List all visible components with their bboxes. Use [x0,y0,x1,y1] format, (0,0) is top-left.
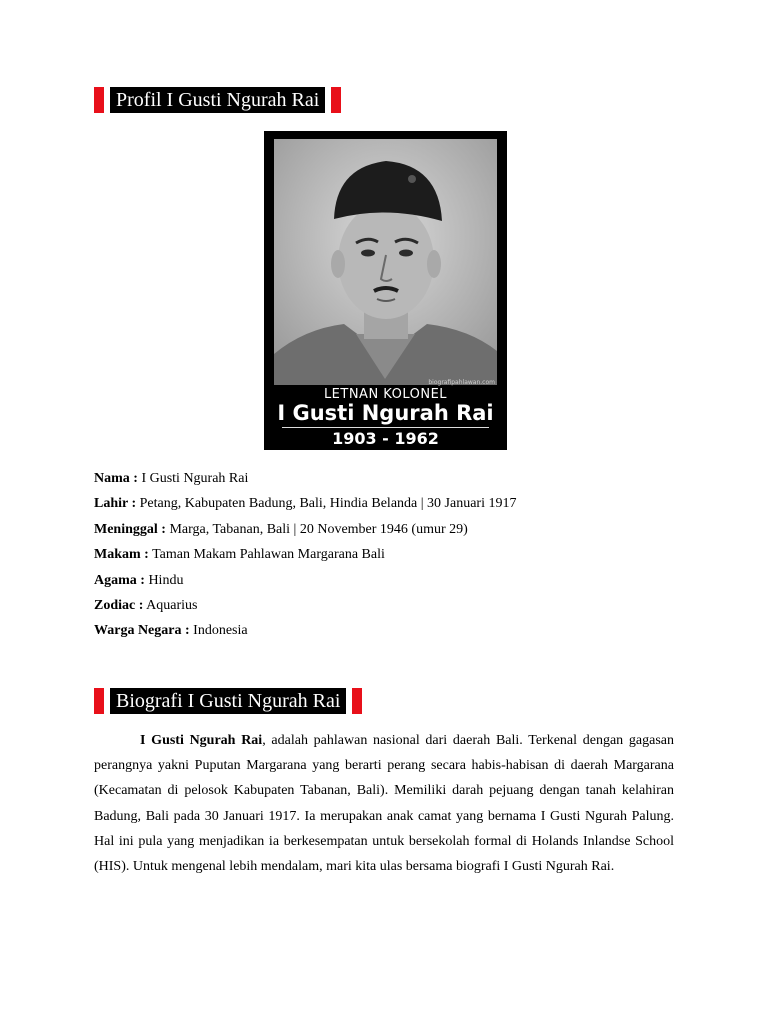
profile-row-zodiac [94,593,694,618]
profile-label: Nama : [94,471,138,486]
profile-value: Indonesia [193,623,248,639]
biography-lead-name: I Gusti Ngurah Rai [140,733,263,748]
profile-value: Marga, Tabanan, Bali | 20 November 1946 (umur 29) [169,521,468,537]
portrait-divider [282,427,489,428]
heading-accent-bar-left [94,87,104,113]
profile-label: Warga Negara : [94,623,190,639]
profile-heading-title: Profil I Gusti Ngurah Rai [110,87,325,113]
profile-value: Aquarius [146,598,198,614]
profile-row-meninggal [94,517,694,542]
profile-value: Hindu [148,572,184,588]
profile-label: Meninggal : [94,521,166,537]
profile-value: Taman Makam Pahlawan Margarana Bali [152,547,385,563]
portrait-name: I Gusti Ngurah Rai [277,401,494,425]
biography-heading [94,688,362,714]
profile-row-nama [94,466,694,491]
portrait-photo [274,139,497,385]
biography-text: , adalah pahlawan nasional dari daerah Bali. Terkenal dengan gagasan perangnya yakni Puputan Margarana yang berarti perang secara habis-habisan di daerah Margarana (Kecamatan di pelosok Kabupaten Tabanan, Bali). Memiliki darah pejuang dengan tanah kelahiran Badung, Bali pada 30 Januari 1917. Ia merupakan anak camat yang bernama I Gusti Ngurah Palung. Hal ini pula yang menjadikan ia berkesempatan untuk bersekolah formal di Holands Inlandse School (HIS). Untuk mengenal lebih mendalam, mari kita ulas bersama biografi I Gusti Ngurah Rai. [94,733,674,875]
profile-label: Lahir : [94,496,137,512]
profile-value: Petang, Kabupaten Badung, Bali, Hindia Belanda | 30 Januari 1917 [139,496,517,512]
biography-heading-title: Biografi I Gusti Ngurah Rai [110,688,346,714]
portrait-image [264,131,507,450]
profile-row-agama [94,568,694,593]
profile-label: Zodiac : [94,598,144,614]
profile-details [94,466,694,644]
heading-accent-bar-left [94,688,104,714]
portrait-rank: LETNAN KOLONEL [323,387,448,402]
biography-paragraph [94,728,674,879]
profile-label: Agama : [94,572,145,588]
profile-row-makam [94,542,694,567]
profile-label: Makam : [94,547,149,563]
profile-value: I Gusti Ngurah Rai [141,471,249,486]
profile-row-warga-negara [94,618,694,643]
profile-row-lahir [94,491,694,516]
portrait-years: 1903 - 1962 [332,429,439,448]
profile-heading [94,87,341,113]
portrait-watermark: biografipahlawan.com [428,379,495,386]
heading-accent-bar-right [352,688,362,714]
heading-accent-bar-right [331,87,341,113]
